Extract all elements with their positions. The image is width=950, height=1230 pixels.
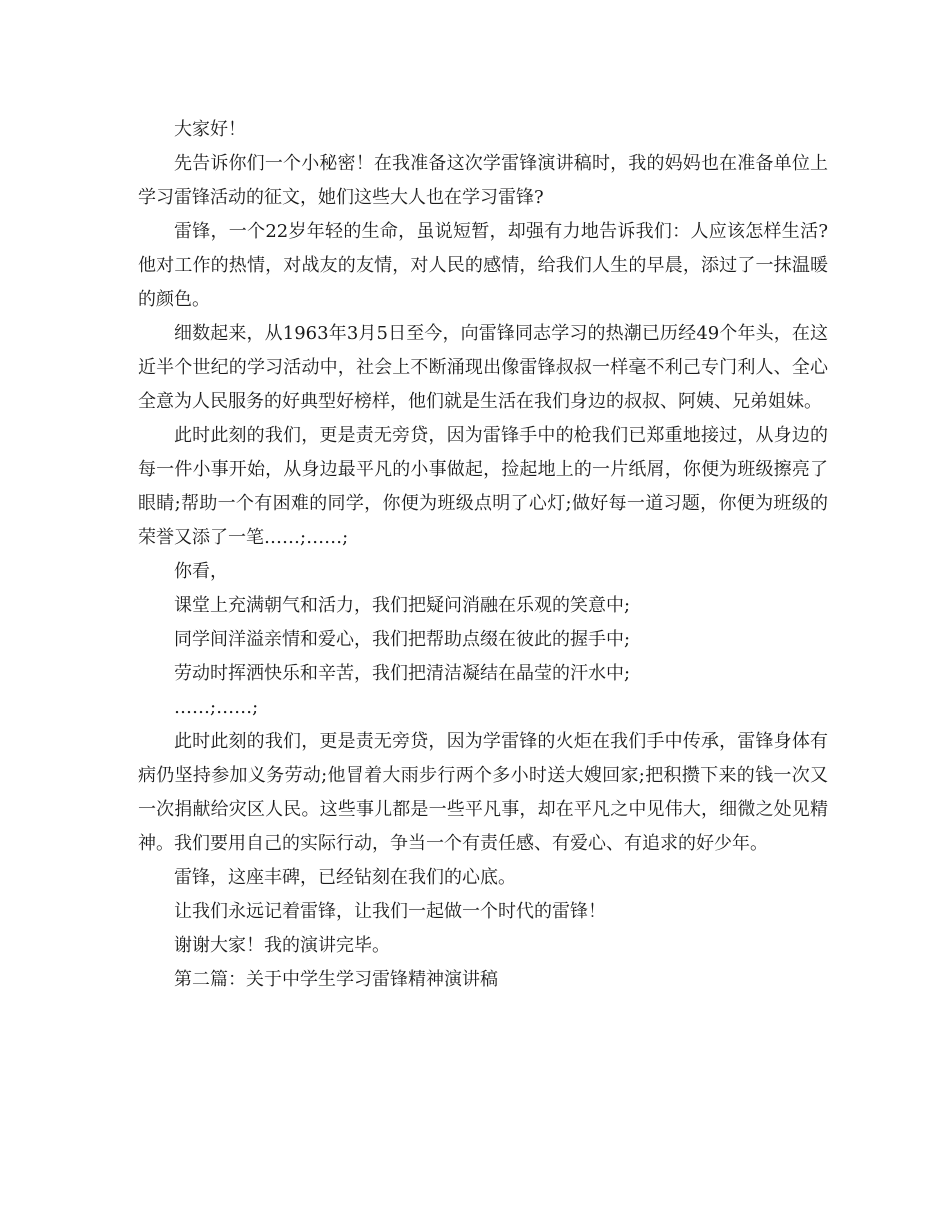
paragraph-monument: 雷锋，这座丰碑，已经钻刻在我们的心底。 [174, 867, 516, 888]
speech-body [138, 113, 828, 997]
paragraph-leifeng-life: 雷锋，一个22岁年轻的生命，虽说短暂，却强有力地告诉我们：人应该怎样生活?他对工作的热情，对战友的友情，对人民的感情，给我们人生的早晨，添过了一抹温暖的颜色。 [138, 221, 828, 310]
paragraph-classmates: 同学间洋溢亲情和爱心，我们把帮助点缀在彼此的握手中; [174, 629, 631, 650]
paragraph-look: 你看， [174, 561, 228, 582]
paragraph-classroom: 课堂上充满朝气和活力，我们把疑问消融在乐观的笑意中; [174, 595, 631, 616]
paragraph-small-things: 此时此刻的我们，更是责无旁贷，因为雷锋手中的枪我们已郑重地接过，从身边的每一件小事开始，从身边最平凡的小事做起，捡起地上的一片纸屑，你便为班级擦亮了眼睛;帮助一个有困难的同学，你便为班级点明了心灯;做好每一道习题，你便为班级的荣誉又添了一笔……;……; [138, 425, 828, 548]
paragraph-secret: 先告诉你们一个小秘密！在我准备这次学雷锋演讲稿时，我的妈妈也在准备单位上学习雷锋活动的征文，她们这些大人也在学习雷锋? [138, 153, 828, 208]
paragraph-history: 细数起来，从1963年3月5日至今，向雷锋同志学习的热潮已历经49个年头，在这近半个世纪的学习活动中，社会上不断涌现出像雷锋叔叔一样毫不利己专门利人、全心全意为人民服务的好典型好榜样，他们就是生活在我们身边的叔叔、阿姨、兄弟姐妹。 [138, 323, 828, 412]
paragraph-remember: 让我们永远记着雷锋，让我们一起做一个时代的雷锋！ [174, 901, 606, 922]
paragraph-thanks: 谢谢大家！我的演讲完毕。 [174, 935, 390, 956]
paragraph-torch: 此时此刻的我们，更是责无旁贷，因为学雷锋的火炬在我们手中传承，雷锋身体有病仍坚持参加义务劳动;他冒着大雨步行两个多小时送大嫂回家;把积攒下来的钱一次又一次捐献给灾区人民。这些事儿都是一些平凡事，却在平凡之中见伟大，细微之处见精神。我们要用自己的实际行动，争当一个有责任感、有爱心、有追求的好少年。 [138, 731, 828, 854]
paragraph-ellipsis: ……;……; [174, 697, 259, 718]
paragraph-greeting: 大家好！ [174, 119, 246, 140]
paragraph-second-title: 第二篇：关于中学生学习雷锋精神演讲稿 [174, 969, 498, 990]
paragraph-labor: 劳动时挥洒快乐和辛苦，我们把清洁凝结在晶莹的汗水中; [174, 663, 631, 684]
